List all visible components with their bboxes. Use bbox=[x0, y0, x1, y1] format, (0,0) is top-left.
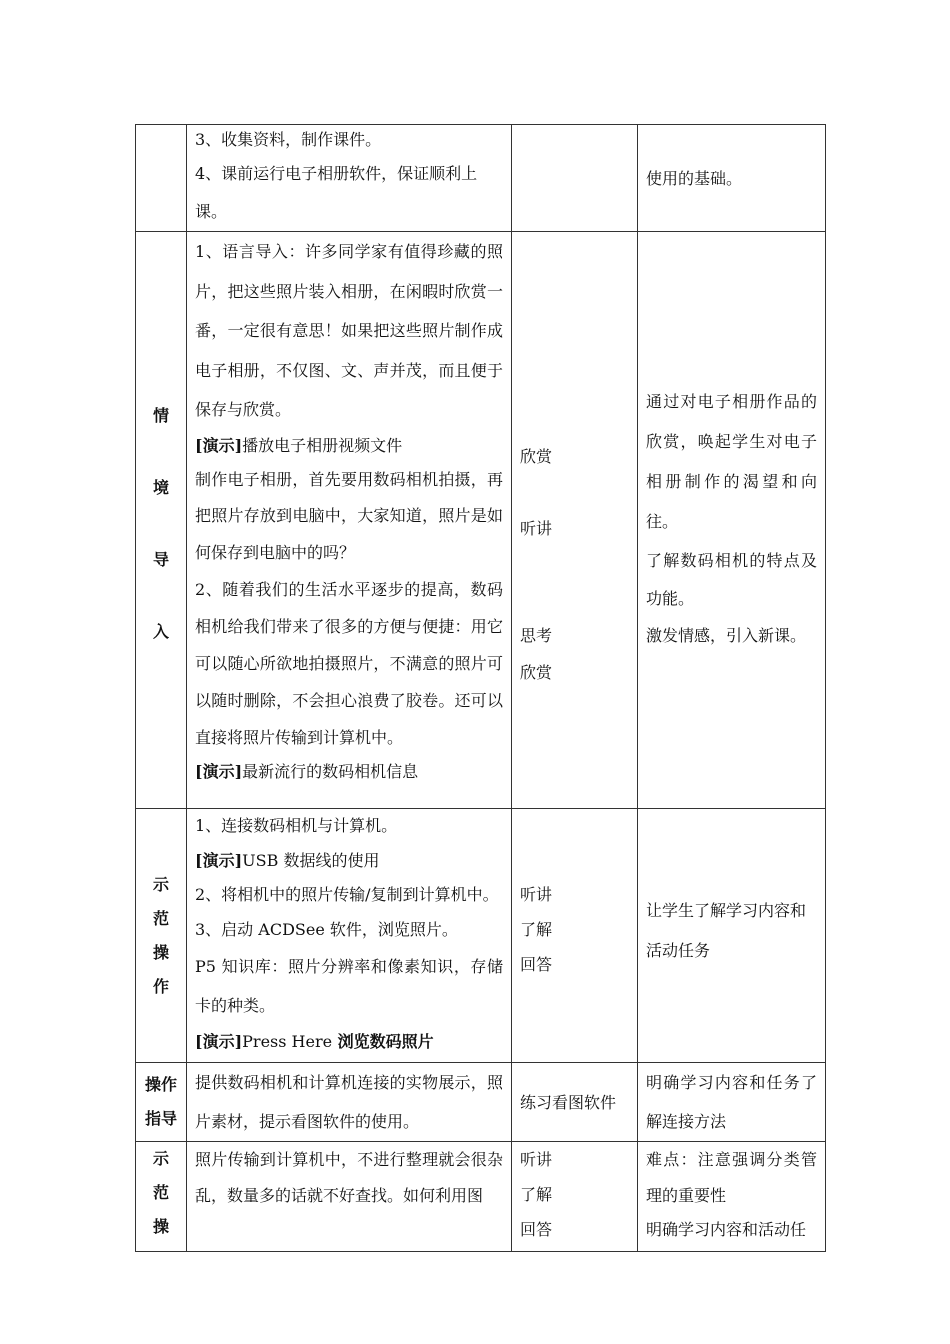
content-line: 3、启动 ACDSee 软件，浏览照片。 bbox=[195, 919, 458, 939]
stage-char: 操 bbox=[152, 1217, 169, 1236]
intent-paragraph: 通过对电子相册作品的欣赏，唤起学生对电子相册制作的渴望和向往。 bbox=[646, 392, 817, 531]
demo-text: 最新流行的数码相机信息 bbox=[242, 762, 419, 781]
stage-char: 示 bbox=[152, 1149, 169, 1168]
table-row bbox=[136, 1142, 826, 1252]
content-line: 2、将相机中的照片传输/复制到计算机中。 bbox=[195, 885, 499, 904]
intent-paragraph: 了解数码相机的特点及功能。 bbox=[646, 551, 817, 608]
student-activity: 听讲 bbox=[520, 1150, 553, 1169]
content-paragraph: 提供数码相机和计算机连接的实物展示，照片素材，提示看图软件的使用。 bbox=[195, 1073, 503, 1131]
content-cell bbox=[187, 232, 512, 809]
stage-word: 指导 bbox=[144, 1109, 177, 1128]
stage-char: 境 bbox=[152, 478, 169, 497]
intent-paragraph: 激发情感，引入新课。 bbox=[646, 626, 807, 645]
demo-text: Press Here bbox=[242, 1032, 333, 1051]
stage-cell bbox=[136, 1063, 187, 1142]
student-cell bbox=[512, 809, 638, 1063]
table-row bbox=[136, 232, 826, 809]
content-cell bbox=[187, 1063, 512, 1142]
intent-cell bbox=[638, 1063, 826, 1142]
table-row bbox=[136, 1063, 826, 1142]
student-cell bbox=[512, 1142, 638, 1252]
stage-char: 作 bbox=[152, 976, 169, 996]
stage-char: 入 bbox=[152, 622, 169, 641]
demo-tag: [演示] bbox=[195, 435, 243, 455]
stage-char: 范 bbox=[152, 908, 169, 928]
demo-text-bold: 浏览数码照片 bbox=[332, 1032, 434, 1051]
intent-cell bbox=[638, 809, 826, 1063]
stage-cell bbox=[136, 232, 187, 809]
stage-cell bbox=[136, 1142, 187, 1252]
content-line: 3、收集资料，制作课件。 bbox=[195, 130, 382, 149]
content-paragraph: 1、语言导入：许多同学家有值得珍藏的照片，把这些照片装入相册，在闲暇时欣赏一番，一定很有意思！如果把这些照片制作成电子相册，不仅图、文、声并茂，而且便于保存与欣赏。 bbox=[195, 242, 503, 419]
student-activity: 练习看图软件 bbox=[520, 1092, 617, 1112]
intent-paragraph: 难点：注意强调分类管理的重要性 bbox=[646, 1150, 817, 1205]
stage-char: 范 bbox=[152, 1183, 169, 1202]
stage-word: 操作 bbox=[144, 1075, 177, 1094]
content-paragraph: P5 知识库：照片分辨率和像素知识，存储卡的种类。 bbox=[195, 957, 503, 1015]
content-cell bbox=[187, 125, 512, 232]
content-line: 1、连接数码相机与计算机。 bbox=[195, 816, 398, 835]
student-cell bbox=[512, 125, 638, 232]
stage-char: 示 bbox=[152, 874, 169, 894]
intent-line: 使用的基础。 bbox=[646, 168, 743, 188]
student-activity: 欣赏 bbox=[520, 447, 553, 466]
student-activity: 了解 bbox=[520, 920, 553, 939]
content-paragraph: 制作电子相册，首先要用数码相机拍摄，再把照片存放到电脑中，大家知道，照片是如何保存到电脑中的吗？ bbox=[195, 469, 503, 562]
stage-cell bbox=[136, 125, 187, 232]
content-cell bbox=[187, 809, 512, 1063]
student-activity: 欣赏 bbox=[520, 663, 553, 682]
intent-cell bbox=[638, 232, 826, 809]
demo-tag: [演示] bbox=[195, 850, 243, 870]
content-paragraph: 2、随着我们的生活水平逐步的提高，数码相机给我们带来了很多的方便与便捷：用它可以随心所欲地拍摄照片，不满意的照片可以随时删除，不会担心浪费了胶卷。还可以直接将照片传输到计算机中。 bbox=[195, 580, 503, 747]
stage-char: 导 bbox=[152, 550, 169, 569]
stage-char: 情 bbox=[152, 406, 169, 425]
intent-cell bbox=[638, 1142, 826, 1252]
student-cell bbox=[512, 232, 638, 809]
student-activity: 听讲 bbox=[520, 519, 553, 538]
stage-cell bbox=[136, 809, 187, 1063]
table-row bbox=[136, 125, 826, 232]
demo-text: 播放电子相册视频文件 bbox=[242, 435, 403, 455]
content-line: 4、课前运行电子相册软件，保证顺利上课。 bbox=[195, 164, 478, 221]
student-cell bbox=[512, 1063, 638, 1142]
demo-tag: [演示] bbox=[195, 762, 243, 781]
student-activity: 听讲 bbox=[520, 885, 553, 904]
stage-char: 操 bbox=[152, 942, 169, 962]
lesson-plan-table bbox=[135, 124, 826, 1252]
intent-paragraph: 明确学习内容和任务了解连接方法 bbox=[646, 1073, 817, 1131]
student-activity: 回答 bbox=[520, 955, 553, 974]
demo-text: USB 数据线的使用 bbox=[242, 850, 380, 870]
content-cell bbox=[187, 1142, 512, 1252]
table-row bbox=[136, 809, 826, 1063]
intent-paragraph: 让学生了解学习内容和活动任务 bbox=[646, 901, 807, 960]
intent-paragraph: 明确学习内容和活动任 bbox=[646, 1220, 807, 1239]
student-activity: 了解 bbox=[520, 1185, 553, 1204]
content-paragraph: 照片传输到计算机中，不进行整理就会很杂乱，数量多的话就不好查找。如何利用图 bbox=[195, 1150, 503, 1205]
intent-cell bbox=[638, 125, 826, 232]
student-activity: 回答 bbox=[520, 1220, 553, 1239]
demo-tag: [演示] bbox=[195, 1032, 243, 1051]
student-activity: 思考 bbox=[520, 626, 553, 645]
